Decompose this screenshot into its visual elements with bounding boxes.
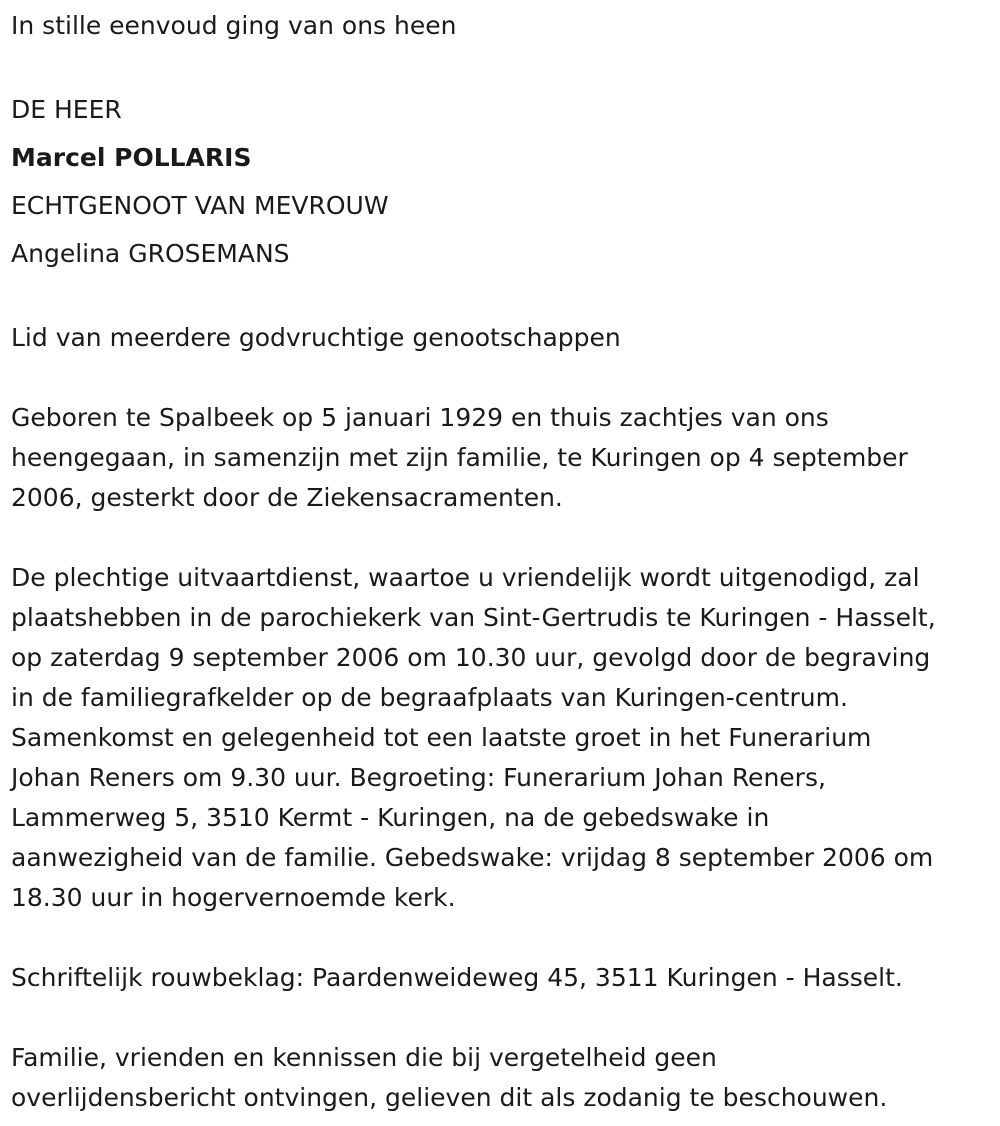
- text-line: heengegaan, in samenzijn met zijn familie, te Kuringen op 4 september: [11, 443, 908, 472]
- text-line: Geboren te Spalbeek op 5 januari 1929 en thuis zachtjes van ons: [11, 403, 829, 432]
- spacer: [11, 358, 1000, 398]
- text-line: overlijdensbericht ontvingen, gelieven dit als zodanig te beschouwen.: [11, 1083, 888, 1112]
- spouse-label: ECHTGENOOT VAN MEVROUW: [11, 191, 389, 220]
- spacer: [11, 518, 1000, 558]
- condolence-line: Schriftelijk rouwbeklag: Paardenweideweg 45, 3511 Kuringen - Hasselt.: [11, 963, 903, 992]
- text-line: Familie, vrienden en kennissen die bij vergetelheid geen: [11, 1043, 717, 1072]
- text-line: in de familiegrafkelder op de begraafplaats van Kuringen-centrum.: [11, 683, 848, 712]
- spouse-name: Angelina GROSEMANS: [11, 239, 290, 268]
- text-line: plaatshebben in de parochiekerk van Sint-Gertrudis te Kuringen - Hasselt,: [11, 603, 936, 632]
- spacer: [11, 918, 1000, 958]
- intro-line: In stille eenvoud ging van ons heen: [11, 11, 457, 40]
- text-line: Johan Reners om 9.30 uur. Begroeting: Funerarium Johan Reners,: [11, 763, 826, 792]
- spacer: [11, 278, 1000, 318]
- text-line: De plechtige uitvaartdienst, waartoe u vriendelijk wordt uitgenodigd, zal: [11, 563, 920, 592]
- spacer: [11, 998, 1000, 1038]
- text-line: 2006, gesterkt door de Ziekensacramenten.: [11, 483, 563, 512]
- spacer: [11, 46, 1000, 86]
- deceased-name: Marcel POLLARIS: [11, 143, 252, 172]
- membership-line: Lid van meerdere godvruchtige genootschappen: [11, 323, 621, 352]
- text-line: 18.30 uur in hogervernoemde kerk.: [11, 883, 456, 912]
- deceased-block: [11, 86, 1000, 278]
- text-line: aanwezigheid van de familie. Gebedswake: vrijdag 8 september 2006 om: [11, 843, 934, 872]
- title-prefix: DE HEER: [11, 95, 122, 124]
- funeral-paragraph: [11, 558, 996, 918]
- closing-paragraph: [11, 1038, 996, 1118]
- birth-death-paragraph: [11, 398, 996, 518]
- text-line: op zaterdag 9 september 2006 om 10.30 uur, gevolgd door de begraving: [11, 643, 931, 672]
- text-line: Samenkomst en gelegenheid tot een laatste groet in het Funerarium: [11, 723, 872, 752]
- text-line: Lammerweg 5, 3510 Kermt - Kuringen, na de gebedswake in: [11, 803, 770, 832]
